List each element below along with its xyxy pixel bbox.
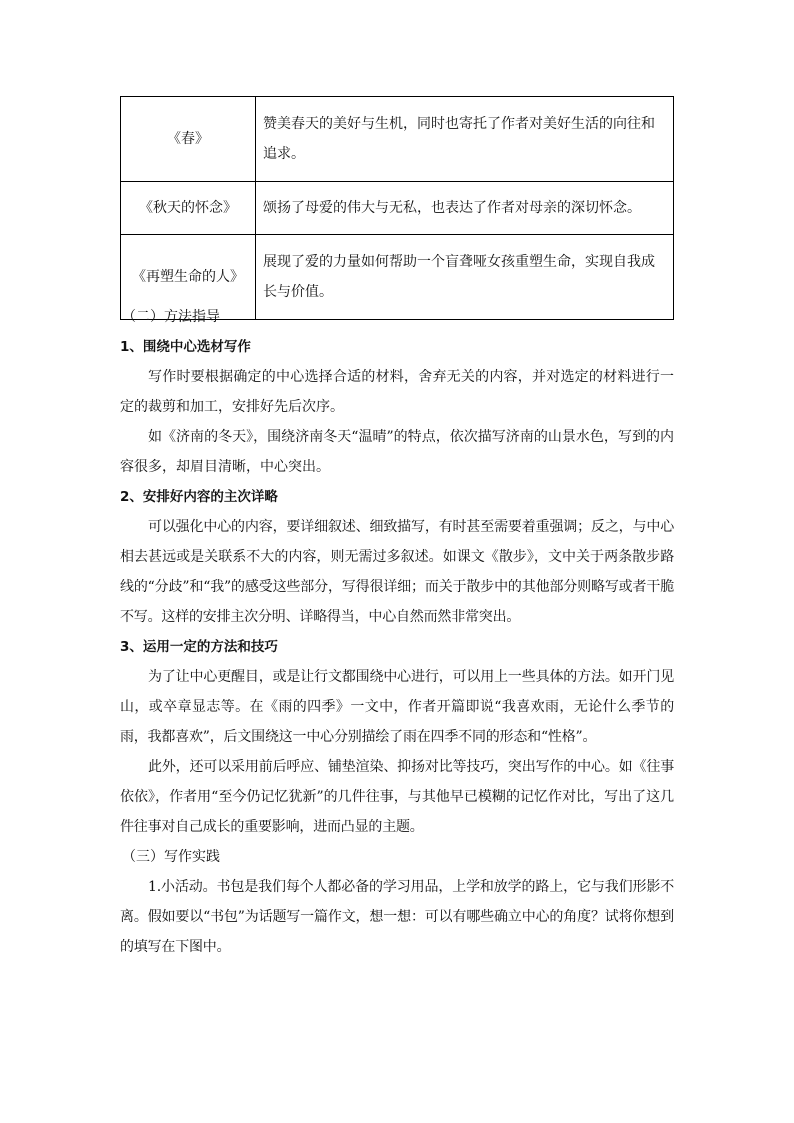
- work-theme-cell: 赞美春天的美好与生机，同时也寄托了作者对美好生活的向往和追求。: [256, 97, 674, 182]
- work-title-cell: 《春》: [121, 97, 256, 182]
- works-theme-table: [120, 96, 674, 320]
- work-title-cell: 《再塑生命的人》: [121, 235, 256, 320]
- paragraph: 此外，还可以采用前后呼应、铺垫渲染、抑扬对比等技巧，突出写作的中心。如《往事依依》，作者用“至今仍记忆犹新”的几件往事，与其他早已模糊的记忆作对比，写出了这几件往事对自己成长的重要影响，进而凸显的主题。: [120, 759, 674, 835]
- work-title-cell: 《秋天的怀念》: [121, 182, 256, 235]
- section-heading-practice: （三）写作实践: [122, 849, 220, 865]
- paragraph: 为了让中心更醒目，或是让行文都围绕中心进行，可以用上一些具体的方法。如开门见山，或卒章显志等。在《雨的四季》一文中，作者开篇即说“我喜欢雨，无论什么季节的雨，我都喜欢”，后文围绕这一中心分别描绘了雨在四季不同的形态和“性格”。: [120, 669, 674, 745]
- method-2-heading: 2、安排好内容的主次详略: [120, 489, 278, 505]
- table-row: [121, 97, 674, 182]
- method-1-heading: 1、围绕中心选材写作: [120, 339, 251, 355]
- table-row: [121, 182, 674, 235]
- paragraph: 可以强化中心的内容，要详细叙述、细致描写，有时甚至需要着重强调；反之，与中心相去甚远或是关联系不大的内容，则无需过多叙述。如课文《散步》，文中关于两条散步路线的“分歧”和“我”的感受这些部分，写得很详细；而关于散步中的其他部分则略写或者干脆不写。这样的安排主次分明、详略得当，中心自然而然非常突出。: [120, 519, 674, 625]
- work-theme-cell: 颂扬了母爱的伟大与无私，也表达了作者对母亲的深切怀念。: [256, 182, 674, 235]
- document-body: [120, 302, 674, 962]
- section-heading-method: （二）方法指导: [122, 309, 220, 325]
- paragraph: 1.小活动。书包是我们每个人都必备的学习用品，上学和放学的路上，它与我们形影不离。假如要以“书包”为话题写一篇作文，想一想：可以有哪些确立中心的角度？试将你想到的填写在下图中。: [120, 879, 674, 955]
- work-theme-cell: 展现了爱的力量如何帮助一个盲聋哑女孩重塑生命，实现自我成长与价值。: [256, 235, 674, 320]
- method-3-heading: 3、运用一定的方法和技巧: [120, 639, 278, 655]
- paragraph: 写作时要根据确定的中心选择合适的材料，舍弃无关的内容，并对选定的材料进行一定的裁剪和加工，安排好先后次序。: [120, 369, 674, 415]
- paragraph: 如《济南的冬天》，围绕济南冬天“温晴”的特点，依次描写济南的山景水色，写到的内容很多，却眉目清晰，中心突出。: [120, 429, 674, 475]
